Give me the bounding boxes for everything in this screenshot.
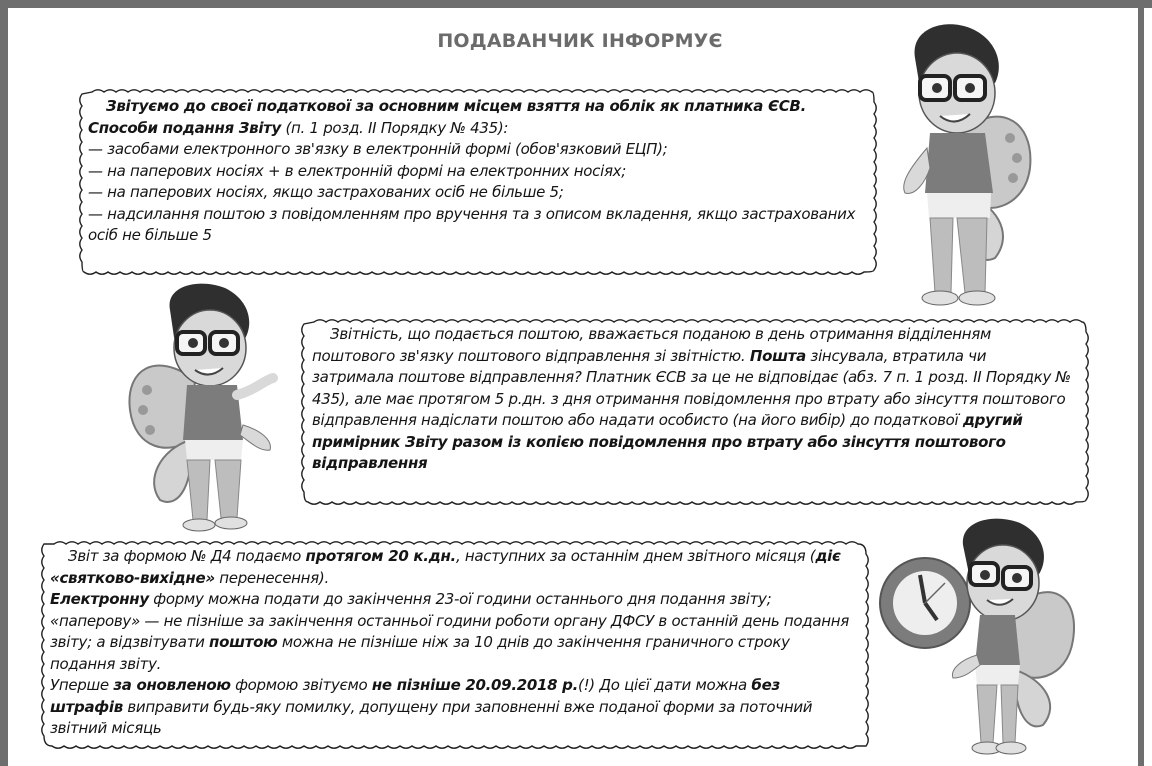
deadline-bold: протягом 20 к.дн. — [305, 547, 456, 565]
postal-bold: поштою — [209, 633, 278, 651]
electronic-text: форму можна подати до закінчення 23-ої години останнього дня подання звіту; «паперову» — не пізніше за закінчення останньої години роботи органу ДФСУ в останній день подання звіту; а відзвітувати — [50, 590, 849, 651]
list-item: — на паперових носіях, якщо застрахованих осіб не більше 5; — [88, 183, 564, 201]
first-time-bold: за оновленою — [113, 676, 231, 694]
bubble-text — [50, 546, 855, 740]
deadline-text: , наступних за останнім днем звітного місяця ( — [455, 547, 816, 565]
postal-text-bold-1: Пошта — [749, 346, 806, 365]
bubble-text — [312, 324, 1072, 475]
first-time-text: (!) До цієї дати можна — [578, 676, 752, 694]
postal-text-bold-2: другий примірник Звіту разом із копією повідомлення про втрату або зінсуття поштового відправлення — [312, 411, 1023, 472]
boy-with-wings-illustration — [875, 515, 1075, 760]
methods-reference: (п. 1 розд. ІІ Порядку № 435): — [281, 118, 509, 137]
deadline-text: перенесення). — [214, 568, 329, 587]
intro-text: Звітуємо до своєї податкової за основним місцем взяття на облік як платника ЄСВ. — [106, 97, 806, 115]
boy-with-wings-illustration — [885, 18, 1035, 313]
info-bubble-postal-reporting — [300, 318, 1090, 506]
no-fines-bold: без штрафів — [50, 676, 780, 716]
page-frame-right — [1138, 0, 1144, 766]
boy-figure — [904, 24, 999, 305]
list-item: — надсилання поштою з повідомленням про вручення та з описом вкладення, якщо застрахованих осіб не більше 5 — [88, 204, 856, 244]
bubble-text — [88, 96, 863, 247]
info-bubble-reporting-methods — [78, 88, 878, 276]
first-time-text: Уперше — [50, 676, 114, 694]
list-item: — засобами електронного зв'язку в електронній формі (обов'язковий ЕЦП); — [88, 140, 668, 158]
first-time-text: виправити будь-яку помилку, допущену при заповненні вже поданої форми за поточний звітний місяць — [50, 697, 813, 737]
page-frame-left — [0, 0, 8, 766]
clock-icon — [880, 558, 970, 648]
methods-heading: Способи подання Звіту — [88, 118, 282, 137]
postal-text-1: Звітність, що подається поштою, вважається поданою в день отримання відділенням поштового зв'язку поштового відправлення зі звітністю. — [312, 325, 992, 365]
list-item: — на паперових носіях + в електронній формі на електронних носіях; — [88, 161, 626, 180]
page-title: ПОДАВАНЧИК ІНФОРМУЄ — [437, 30, 723, 52]
date-bold: не пізніше 20.09.2018 р. — [371, 676, 579, 694]
first-time-text: формою звітуємо — [230, 676, 372, 694]
boy-with-wings-illustration — [125, 280, 285, 535]
electronic-bold: Електронну — [50, 590, 149, 608]
page-frame-top — [0, 0, 1152, 8]
info-bubble-deadlines — [40, 540, 870, 750]
postal-text-2: зінсувала, втратила чи затримала поштове відправлення? Платник ЄСВ за це не відповідає (абз. 7 п. 1 розд. ІІ Порядку № 435), але має протягом 5 р.дн. з дня отримання повідомлення про втрату або зінсуття поштового відправлення надіслати поштою або надати особисто (на його вибір) до податкової — [312, 346, 1071, 429]
deadline-text: Звіт за формою № Д4 подаємо — [68, 547, 306, 565]
electronic-text: можна не пізніше ніж за 10 днів до закінчення граничного строку подання звіту. — [50, 633, 790, 673]
deadline-bold: діє «святково-вихідне» — [50, 547, 841, 587]
